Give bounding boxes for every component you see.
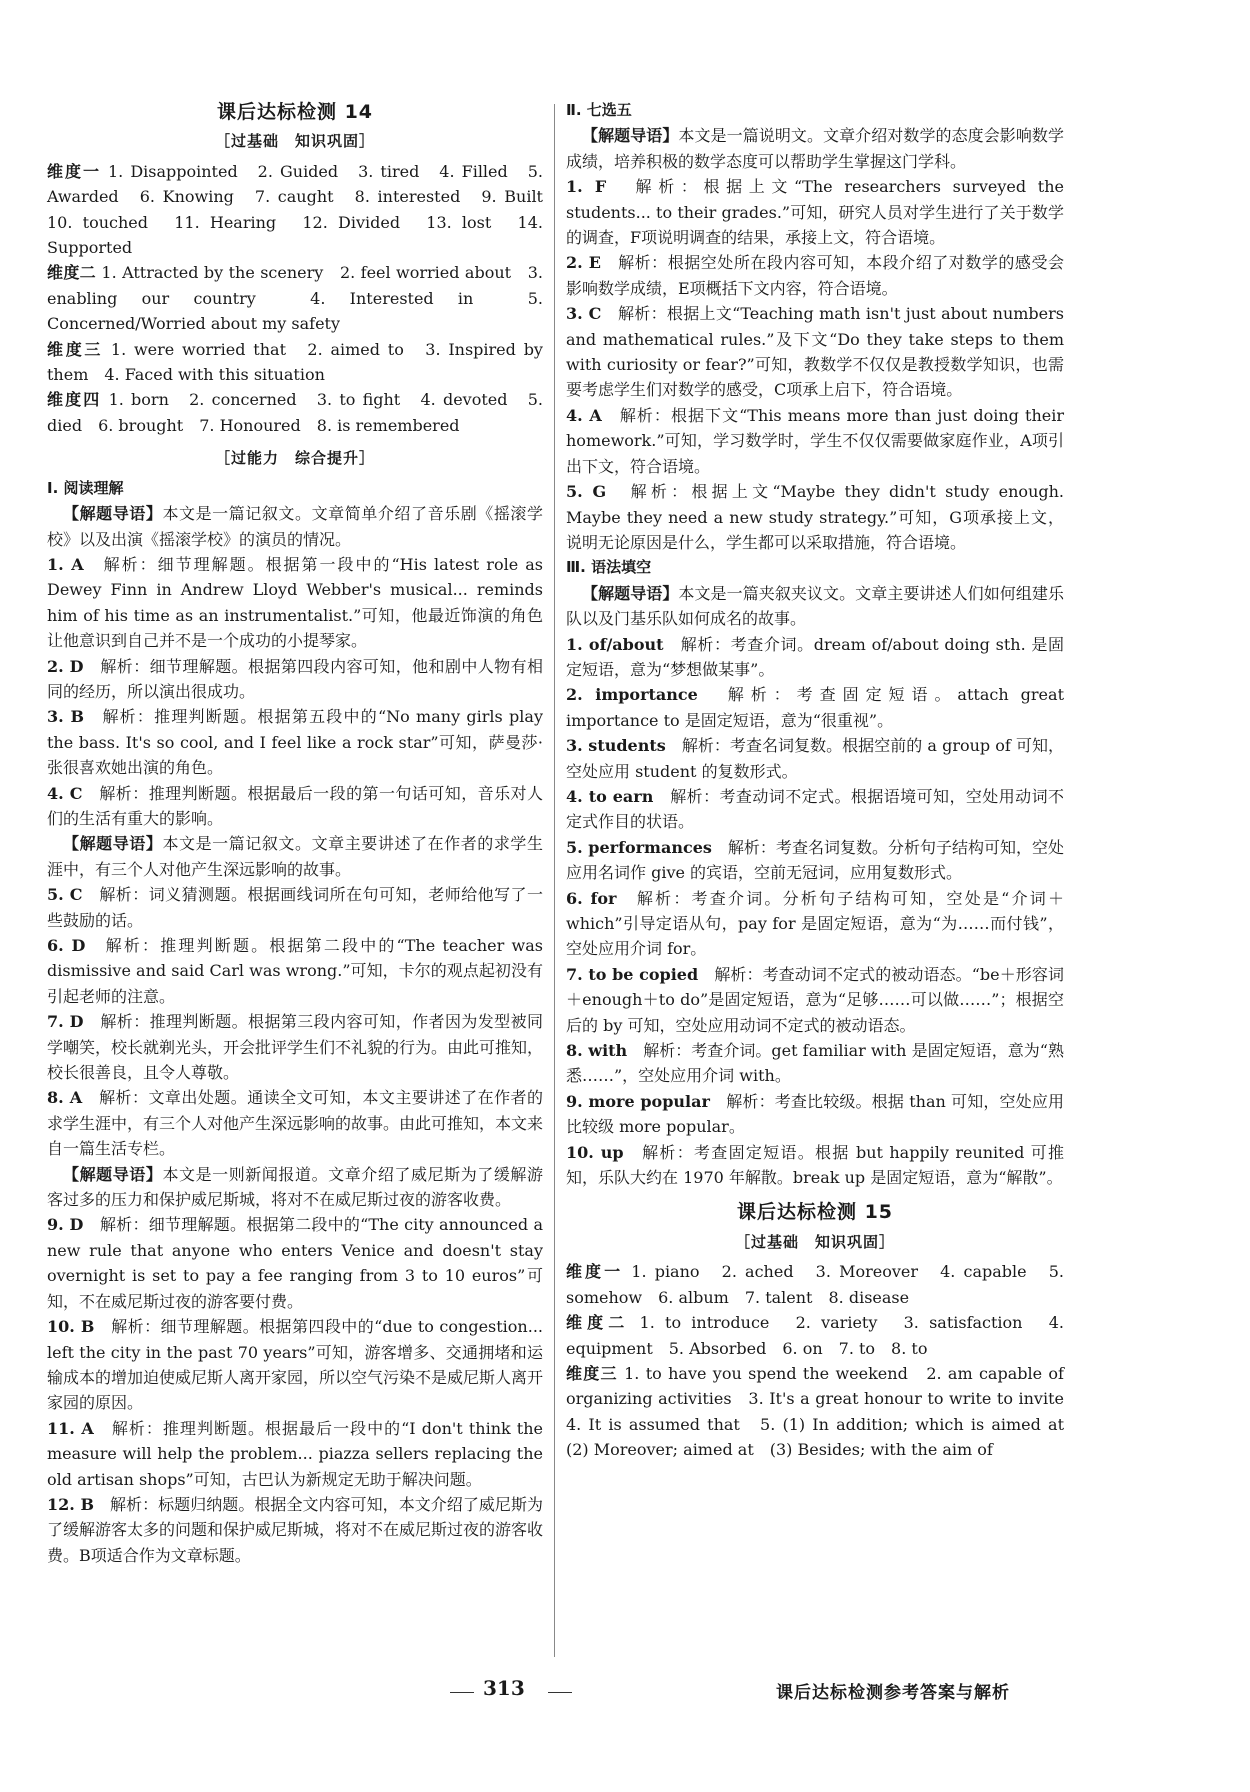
- page-title: 课后达标检测 14: [216, 101, 374, 123]
- grammar-answer-6: 6. for 解析：考查介词。分析句子结构可知，空处是“介词＋which”引导定语从句，pay for 是固定短语，意为“为……而付钱”，空处应用介词 for。: [566, 888, 1064, 959]
- guide-4: 【解题导语】本文是一篇说明文。文章介绍对数学的态度会影响数学成绩，培养积极的数学态度可以帮助学生掌握这门学科。: [566, 126, 1064, 171]
- dimension-2: 维度二 1. Attracted by the scenery 2. feel worried about 3. enabling our country 4. Interested in 5. Concerned/Worried about my safety: [47, 263, 543, 334]
- seven-choice-answer-5: 5. G 解析：根据上文“Maybe they didn't study enough. Maybe they need a new study strategy.”可知，G项承接上文，说明无论原因是什么，学生都可以采取措施，符合语境。: [566, 482, 1065, 552]
- seven-choice-answer-1: 1. F 解析：根据上文“The researchers surveyed the students... to their grades.”可知，研究人员对学生进行了关于数学的调查，F项说明调查的结果，承接上文，符合语境。: [566, 177, 1064, 248]
- grammar-answer-7: 7. to be copied 解析：考查动词不定式的被动语态。“be＋形容词＋enough＋to do”是固定短语，意为“足够……可以做……”；根据空后的 by 可知，空处应用动词不定式的被动语态。: [566, 964, 1064, 1035]
- guide-5: 【解题导语】本文是一篇夹叙夹议文。文章主要讲述人们如何组建乐队以及门基乐队如何成名的故事。: [566, 583, 1064, 629]
- dimension-1: 维度一 1. Disappointed 2. Guided 3. tired 4. Filled 5. Awarded 6. Knowing 7. caught 8. interested 9. Built 10. touched 11. Hearing 12. Divided 13. lost 14. Supported: [47, 161, 560, 258]
- answer-1: 1. A 解析：细节理解题。根据第一段中的“His latest role as Dewey Finn in Andrew Lloyd Webber's musical... reminds him of his time as an instrumentalist.”可知，他最近饰演的角色让他意识到自己并不是一个成功的小提琴家。: [47, 554, 543, 651]
- grammar-answer-9: 9. more popular 解析：考查比较级。根据 than 可知，空处应用比较级 more popular。: [566, 1091, 1064, 1137]
- seven-choice-answer-3: 3. C 解析：根据上文“Teaching math isn't just about numbers and mathematical rules.”及下文“Do they take steps to them with curiosity or fear?”可知，教数学不仅仅是教授数学知识，也需要考虑学生们对数学的感受，C项承上启下，符合语境。: [566, 304, 1064, 400]
- answer-2: 2. D 解析：细节理解题。根据第四段内容可知，他和剧中人物有相同的经历，所以演出很成功。: [47, 656, 543, 701]
- seven-choice-answer-4: 4. A 解析：根据下文“This means more than just doing their homework.”可知，学习数学时，学生不仅仅需要做家庭作业，A项引出下文，符合语境。: [566, 405, 1064, 476]
- reading-section-title: Ⅰ. 阅读理解: [47, 478, 124, 497]
- right-column: [566, 98, 1081, 1463]
- column-divider: [554, 104, 555, 1657]
- grammar-answer-5: 5. performances 解析：考查名词复数。分析句子结构可知，空处应用名词作 give 的宾语，空前无冠词，应用复数形式。: [566, 837, 1064, 883]
- page-footer: [0, 1676, 1250, 1708]
- answer-5: 5. C 解析：词义猜测题。根据画线词所在句可知，老师给他写了一些鼓励的话。: [47, 885, 543, 930]
- answer-6: 6. D 解析：推理判断题。根据第二段中的“The teacher was dismissive and said Carl was wrong.”可知，卡尔的观点起初没有引起老师的注意。: [47, 936, 543, 1006]
- seven-choice-answer-2: 2. E 解析：根据空处所在段内容可知，本段介绍了对数学的感受会影响数学成绩，E项概括下文内容，符合语境。: [566, 253, 1064, 298]
- answer-8: 8. A 解析：文章出处题。通读全文可知，本文主要讲述了在作者的求学生涯中，有三个人对他产生深远影响的故事。由此可推知，本文来自一篇生活专栏。: [47, 1088, 544, 1159]
- guide-3: 【解题导语】本文是一则新闻报道。文章介绍了威尼斯为了缓解游客过多的压力和保护威尼斯城，将对不在威尼斯过夜的游客收费。: [47, 1164, 543, 1210]
- footer-dash-right: [548, 1692, 572, 1693]
- left-column: [47, 98, 560, 1568]
- section-header-basics: ［过基础 知识巩固］: [214, 132, 375, 151]
- grammar-answer-8: 8. with 解析：考查介词。get familiar with 是固定短语，意为“熟悉……”，空处应用介词 with。: [566, 1041, 1064, 1086]
- grammar-answer-1: 1. of/about 解析：考查介词。dream of/about doing sth. 是固定短语，意为“梦想做某事”。: [566, 634, 1064, 679]
- footer-dash-left: [450, 1692, 474, 1693]
- answer-9: 9. D 解析：细节理解题。根据第二段中的“The city announced a new rule that anyone who enters Venice and doesn't stay overnight is set to pay a fee ranging from 3 to 10 euros”可知，不在威尼斯过夜的游客要付费。: [47, 1215, 543, 1311]
- dimension-3: 维度三 1. were worried that 2. aimed to 3. Inspired by them 4. Faced with this situation: [47, 339, 543, 385]
- section-title-15: 课后达标检测 15: [736, 1201, 894, 1224]
- footer-section-title: 课后达标检测参考答案与解析: [776, 1683, 1010, 1703]
- section-header-ability: ［过能力 综合提升］: [214, 449, 375, 468]
- dimension-3-15: 维度三 1. to have you spend the weekend 2. am capable of organizing activities 3. It's a great honour to write to invite 4. It is assumed that 5. (1) In addition; which is aimed at (2) Moreover; aimed at (3) Besides; with the aim of: [566, 1363, 1081, 1460]
- guide-1: 【解题导语】本文是一篇记叙文。文章简单介绍了音乐剧《摇滚学校》以及出演《摇滚学校》的演员的情况。: [47, 504, 543, 549]
- answer-12: 12. B 解析：标题归纳题。根据全文内容可知，本文介绍了威尼斯为了缓解游客太多的问题和保护威尼斯城，将对不在威尼斯过夜的游客收费。B项适合作为文章标题。: [47, 1494, 544, 1565]
- grammar-answer-10: 10. up 解析：考查固定短语。根据 but happily reunited 可推知，乐队大约在 1970 年解散。break up 是固定短语，意为“解散”。: [566, 1142, 1064, 1188]
- grammar-section-title: Ⅲ. 语法填空: [566, 558, 652, 577]
- dimension-4: 维度四 1. born 2. concerned 3. to fight 4. devoted 5. died 6. brought 7. Honoured 8. is remembered: [47, 390, 543, 435]
- grammar-answer-4: 4. to earn 解析：考查动词不定式。根据语境可知，空处用动词不定式作目的状语。: [566, 786, 1064, 832]
- answer-7: 7. D 解析：推理判断题。根据第三段内容可知，作者因为发型被同学嘲笑，校长就剃光头，开会批评学生们不礼貌的行为。由此可推知，校长很善良，且令人尊敬。: [47, 1012, 544, 1083]
- answer-11: 11. A 解析：推理判断题。根据最后一段中的“I don't think the measure will help the problem... piazza sellers replacing the old artisan shops”可知，古巴认为新规定无助于解决问题。: [47, 1418, 543, 1489]
- dimension-1-15: 维度一 1. piano 2. ached 3. Moreover 4. capable 5. somehow 6. album 7. talent 8. disease: [566, 1262, 1064, 1307]
- seven-choice-section-title: Ⅱ. 七选五: [566, 101, 632, 119]
- answer-4: 4. C 解析：推理判断题。根据最后一段的第一句话可知，音乐对人们的生活有重大的影响。: [47, 783, 543, 828]
- answer-10: 10. B 解析：细节理解题。根据第四段中的“due to congestion... left the city in the past 70 years”可知，游客增多、交通拥堵和运输成本的增加迫使威尼斯人离开家园，所以空气污染不是威尼斯人离开家园的原因。: [47, 1317, 544, 1413]
- dimension-2-15: 维度二 1. to introduce 2. variety 3. satisfaction 4. equipment 5. Absorbed 6. on 7. to 8. to: [566, 1313, 1064, 1358]
- guide-2: 【解题导语】本文是一篇记叙文。文章主要讲述了在作者的求学生涯中，有三个人对他产生深远影响的故事。: [47, 834, 543, 879]
- grammar-answer-3: 3. students 解析：考查名词复数。根据空前的 a group of 可知，空处应用 student 的复数形式。: [566, 736, 1065, 781]
- page-number: 313: [483, 1676, 525, 1700]
- answer-3: 3. B 解析：推理判断题。根据第五段中的“No many girls play the bass. It's so cool, and I feel like a rock star”可知，萨曼莎·张很喜欢她出演的角色。: [47, 707, 543, 778]
- section-header-basics-15: ［过基础 知识巩固］: [734, 1232, 895, 1251]
- grammar-answer-2: 2. importance 解析：考查固定短语。attach great importance to 是固定短语，意为“很重视”。: [566, 685, 1064, 730]
